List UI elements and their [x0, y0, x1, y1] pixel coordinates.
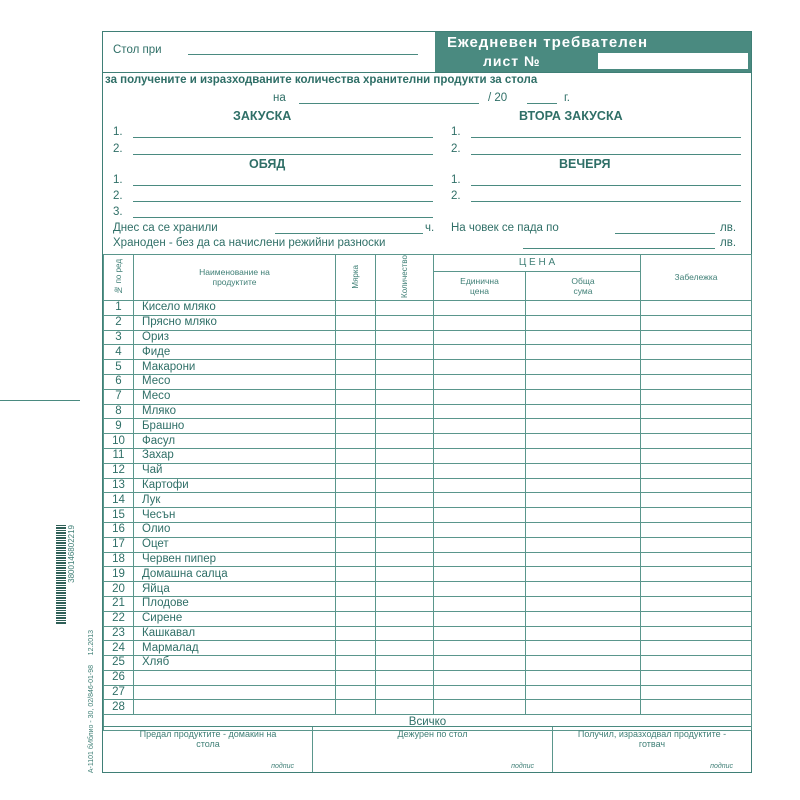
- unit-price-cell[interactable]: [434, 315, 526, 330]
- measure-cell[interactable]: [336, 626, 376, 641]
- measure-cell[interactable]: [336, 508, 376, 523]
- quantity-cell[interactable]: [376, 448, 434, 463]
- table-row: [104, 404, 752, 419]
- note-cell[interactable]: [641, 522, 752, 537]
- food-day-unit: лв.: [720, 237, 737, 249]
- note-cell[interactable]: [641, 641, 752, 656]
- product-name: [134, 670, 336, 685]
- note-cell[interactable]: [641, 374, 752, 389]
- quantity-cell[interactable]: [376, 626, 434, 641]
- quantity-cell[interactable]: [376, 404, 434, 419]
- table-row: [104, 448, 752, 463]
- note-cell[interactable]: [641, 596, 752, 611]
- row-number: 7: [104, 389, 134, 404]
- quantity-cell[interactable]: [376, 374, 434, 389]
- note-cell[interactable]: [641, 611, 752, 626]
- product-name: Макарони: [134, 360, 336, 375]
- total-sum-cell[interactable]: [526, 522, 641, 537]
- total-sum-cell[interactable]: [526, 374, 641, 389]
- note-cell[interactable]: [641, 463, 752, 478]
- per-person-field[interactable]: [615, 233, 715, 234]
- note-cell[interactable]: [641, 345, 752, 360]
- row-number: 4: [104, 345, 134, 360]
- second-breakfast-heading: ВТОРА ЗАКУСКА: [519, 109, 623, 123]
- second-breakfast-2-field[interactable]: [471, 154, 741, 155]
- food-day-label: Хранoден - без да са начислени режийни разноски: [113, 237, 386, 249]
- product-name: Сирене: [134, 611, 336, 626]
- product-name: Захар: [134, 448, 336, 463]
- unit-price-cell[interactable]: [434, 374, 526, 389]
- breakfast-2-field[interactable]: [133, 154, 433, 155]
- product-name: Брашно: [134, 419, 336, 434]
- lunch-heading: ОБЯД: [249, 157, 286, 171]
- measure-cell[interactable]: [336, 330, 376, 345]
- form-purpose: за получените и изразходваните количества хранителни продукти за стола: [105, 74, 538, 86]
- note-cell[interactable]: [641, 478, 752, 493]
- col-header-unit-price: Единична цена: [434, 271, 526, 300]
- quantity-cell[interactable]: [376, 537, 434, 552]
- table-row: [104, 611, 752, 626]
- left-margin-line: [0, 400, 80, 401]
- measure-cell[interactable]: [336, 419, 376, 434]
- measure-cell[interactable]: [336, 493, 376, 508]
- row-number: 25: [104, 656, 134, 671]
- measure-cell[interactable]: [336, 567, 376, 582]
- col-header-quantity: Количество: [376, 255, 434, 301]
- product-name: Месо: [134, 389, 336, 404]
- note-cell[interactable]: [641, 493, 752, 508]
- total-sum-cell[interactable]: [526, 434, 641, 449]
- row-number: 24: [104, 641, 134, 656]
- measure-cell[interactable]: [336, 389, 376, 404]
- note-cell[interactable]: [641, 389, 752, 404]
- second-breakfast-1-field[interactable]: [471, 137, 741, 138]
- measure-cell[interactable]: [336, 596, 376, 611]
- quantity-cell[interactable]: [376, 315, 434, 330]
- duty-signature-label: подпис: [511, 763, 534, 770]
- note-cell[interactable]: [641, 582, 752, 597]
- dinner-2-label: 2.: [451, 190, 461, 202]
- measure-cell[interactable]: [336, 478, 376, 493]
- lunch-2-label: 2.: [113, 190, 123, 202]
- product-name: Лук: [134, 493, 336, 508]
- product-name: Месо: [134, 374, 336, 389]
- per-person-unit: лв.: [720, 222, 737, 234]
- note-cell[interactable]: [641, 419, 752, 434]
- table-row: [104, 419, 752, 434]
- table-row: [104, 626, 752, 641]
- unit-price-cell[interactable]: [434, 419, 526, 434]
- note-cell[interactable]: [641, 626, 752, 641]
- col-header-name: Наименование на продуктите: [134, 255, 336, 301]
- quantity-cell[interactable]: [376, 330, 434, 345]
- table-row: [104, 330, 752, 345]
- quantity-cell[interactable]: [376, 463, 434, 478]
- total-sum-cell[interactable]: [526, 330, 641, 345]
- product-name: Ориз: [134, 330, 336, 345]
- unit-price-cell[interactable]: [434, 434, 526, 449]
- total-sum-cell[interactable]: [526, 508, 641, 523]
- table-row: [104, 315, 752, 330]
- unit-price-cell[interactable]: [434, 493, 526, 508]
- date-suffix: г.: [564, 92, 570, 104]
- breakfast-heading: ЗАКУСКА: [233, 109, 292, 123]
- total-sum-cell[interactable]: [526, 419, 641, 434]
- total-sum-cell[interactable]: [526, 493, 641, 508]
- col-header-total: Обща сума: [526, 271, 641, 300]
- product-name: Оцет: [134, 537, 336, 552]
- col-header-measure: Мярка: [336, 255, 376, 301]
- unit-price-cell[interactable]: [434, 330, 526, 345]
- measure-cell[interactable]: [336, 552, 376, 567]
- form-number-field[interactable]: [598, 53, 748, 69]
- total-sum-cell[interactable]: [526, 582, 641, 597]
- note-cell[interactable]: [641, 508, 752, 523]
- quantity-cell[interactable]: [376, 493, 434, 508]
- note-cell[interactable]: [641, 656, 752, 671]
- row-number: 8: [104, 404, 134, 419]
- product-name: Фасул: [134, 434, 336, 449]
- total-sum-cell[interactable]: [526, 685, 641, 700]
- quantity-cell[interactable]: [376, 611, 434, 626]
- row-number: 2: [104, 315, 134, 330]
- dinner-1-field[interactable]: [471, 185, 741, 186]
- dinner-2-field[interactable]: [471, 201, 741, 202]
- quantity-cell[interactable]: [376, 300, 434, 315]
- lunch-3-field[interactable]: [133, 217, 433, 218]
- table-row: [104, 374, 752, 389]
- table-row: [104, 641, 752, 656]
- row-number: 16: [104, 522, 134, 537]
- unit-price-cell[interactable]: [434, 611, 526, 626]
- quantity-cell[interactable]: [376, 389, 434, 404]
- total-sum-cell[interactable]: [526, 567, 641, 582]
- breakfast-1-label: 1.: [113, 126, 123, 138]
- table-row: [104, 493, 752, 508]
- products-table: [103, 254, 752, 731]
- measure-cell[interactable]: [336, 611, 376, 626]
- table-row: [104, 360, 752, 375]
- unit-price-cell[interactable]: [434, 537, 526, 552]
- measure-cell[interactable]: [336, 404, 376, 419]
- total-sum-cell[interactable]: [526, 478, 641, 493]
- unit-price-cell[interactable]: [434, 567, 526, 582]
- row-number: 20: [104, 582, 134, 597]
- total-sum-cell[interactable]: [526, 389, 641, 404]
- unit-price-cell[interactable]: [434, 626, 526, 641]
- measure-cell[interactable]: [336, 656, 376, 671]
- fed-today-unit: ч.: [425, 222, 435, 234]
- lunch-1-field[interactable]: [133, 185, 433, 186]
- quantity-cell[interactable]: [376, 434, 434, 449]
- product-name: Домашна салца: [134, 567, 336, 582]
- row-number: 27: [104, 685, 134, 700]
- table-row: [104, 567, 752, 582]
- table-row: [104, 552, 752, 567]
- measure-cell[interactable]: [336, 582, 376, 597]
- table-row: [104, 300, 752, 315]
- total-sum-cell[interactable]: [526, 552, 641, 567]
- row-number: 22: [104, 611, 134, 626]
- total-sum-cell[interactable]: [526, 596, 641, 611]
- table-row: [104, 389, 752, 404]
- unit-price-cell[interactable]: [434, 641, 526, 656]
- row-number: 28: [104, 700, 134, 715]
- row-number: 17: [104, 537, 134, 552]
- row-number: 23: [104, 626, 134, 641]
- breakfast-1-field[interactable]: [133, 137, 433, 138]
- food-day-field[interactable]: [523, 248, 715, 249]
- product-name: Фиде: [134, 345, 336, 360]
- row-number: 6: [104, 374, 134, 389]
- measure-cell[interactable]: [336, 641, 376, 656]
- row-number: 9: [104, 419, 134, 434]
- table-row: [104, 508, 752, 523]
- total-sum-cell[interactable]: [526, 611, 641, 626]
- note-cell[interactable]: [641, 670, 752, 685]
- product-name: Мармалад: [134, 641, 336, 656]
- total-sum-cell[interactable]: [526, 315, 641, 330]
- measure-cell[interactable]: [336, 685, 376, 700]
- measure-cell[interactable]: [336, 434, 376, 449]
- row-number: 3: [104, 330, 134, 345]
- unit-price-cell[interactable]: [434, 656, 526, 671]
- form-code: А-1101 бИблио - 30, 02/846-01-98: [88, 665, 95, 774]
- measure-cell[interactable]: [336, 448, 376, 463]
- total-sum-cell[interactable]: [526, 463, 641, 478]
- unit-price-cell[interactable]: [434, 685, 526, 700]
- barcode: [56, 525, 66, 625]
- requisition-form: [102, 31, 752, 773]
- total-sum-cell[interactable]: [526, 700, 641, 715]
- row-number: 19: [104, 567, 134, 582]
- product-name: Кашкавал: [134, 626, 336, 641]
- table-label: Стол при: [113, 44, 162, 56]
- total-sum-cell[interactable]: [526, 656, 641, 671]
- unit-price-cell[interactable]: [434, 552, 526, 567]
- header-divider: [103, 72, 751, 73]
- note-cell[interactable]: [641, 685, 752, 700]
- footer-handed[interactable]: Предал продуктите - домакин на стола подпис: [103, 727, 313, 772]
- quantity-cell[interactable]: [376, 685, 434, 700]
- measure-cell[interactable]: [336, 670, 376, 685]
- total-sum-cell[interactable]: [526, 641, 641, 656]
- measure-cell[interactable]: [336, 700, 376, 715]
- received-signature-label: подпис: [710, 763, 733, 770]
- quantity-cell[interactable]: [376, 700, 434, 715]
- row-number: 12: [104, 463, 134, 478]
- note-cell[interactable]: [641, 537, 752, 552]
- row-number: 13: [104, 478, 134, 493]
- product-name: Яйца: [134, 582, 336, 597]
- quantity-cell[interactable]: [376, 360, 434, 375]
- quantity-cell[interactable]: [376, 552, 434, 567]
- quantity-cell[interactable]: [376, 641, 434, 656]
- barcode-digits: 3800146802219: [67, 525, 76, 583]
- total-sum-cell[interactable]: [526, 448, 641, 463]
- product-name: Прясно мляко: [134, 315, 336, 330]
- footer-received[interactable]: Получил, изразходвал продуктите - готвач подпис: [577, 729, 733, 770]
- note-cell[interactable]: [641, 552, 752, 567]
- unit-price-cell[interactable]: [434, 360, 526, 375]
- total-label: Всичко: [408, 716, 447, 729]
- table-row: [104, 656, 752, 671]
- unit-price-cell[interactable]: [434, 670, 526, 685]
- product-name: Хляб: [134, 656, 336, 671]
- dinner-1-label: 1.: [451, 174, 461, 186]
- note-cell[interactable]: [641, 300, 752, 315]
- form-title: Ежедневен требвателен: [447, 34, 649, 51]
- unit-price-cell[interactable]: [434, 700, 526, 715]
- row-number: 15: [104, 508, 134, 523]
- unit-price-cell[interactable]: [434, 448, 526, 463]
- total-sum-cell[interactable]: [526, 345, 641, 360]
- unit-price-cell[interactable]: [434, 508, 526, 523]
- row-number: 26: [104, 670, 134, 685]
- quantity-cell[interactable]: [376, 582, 434, 597]
- measure-cell[interactable]: [336, 300, 376, 315]
- unit-price-cell[interactable]: [434, 300, 526, 315]
- date-day-field[interactable]: [299, 103, 479, 104]
- measure-cell[interactable]: [336, 315, 376, 330]
- table-row: [104, 670, 752, 685]
- col-header-price-group: Ц Е Н А: [434, 255, 641, 272]
- date-year: / 20: [488, 92, 508, 104]
- note-cell[interactable]: [641, 404, 752, 419]
- quantity-cell[interactable]: [376, 345, 434, 360]
- second-breakfast-2-label: 2.: [451, 143, 461, 155]
- table-row: [104, 345, 752, 360]
- form-number-label: лист №: [483, 53, 541, 69]
- table-row: [104, 596, 752, 611]
- product-name: Мляко: [134, 404, 336, 419]
- per-person-label: На човек се пада по: [451, 222, 559, 234]
- row-number: 11: [104, 448, 134, 463]
- measure-cell[interactable]: [336, 522, 376, 537]
- date-prefix: на: [273, 92, 286, 104]
- row-number: 10: [104, 434, 134, 449]
- table-row: [104, 700, 752, 715]
- lunch-1-label: 1.: [113, 174, 123, 186]
- row-number: 1: [104, 300, 134, 315]
- measure-cell[interactable]: [336, 374, 376, 389]
- product-name: Плодове: [134, 596, 336, 611]
- product-name: Кисело мляко: [134, 300, 336, 315]
- col-header-note: Забележка: [641, 255, 752, 301]
- lunch-3-label: 3.: [113, 206, 123, 218]
- note-cell[interactable]: [641, 700, 752, 715]
- unit-price-cell[interactable]: [434, 582, 526, 597]
- table-row: [104, 434, 752, 449]
- row-number: 14: [104, 493, 134, 508]
- total-sum-cell[interactable]: [526, 670, 641, 685]
- row-number: 21: [104, 596, 134, 611]
- note-cell[interactable]: [641, 448, 752, 463]
- total-sum-cell[interactable]: [526, 626, 641, 641]
- footer-duty[interactable]: Дежурен по стол подпис: [313, 727, 553, 772]
- breakfast-2-label: 2.: [113, 143, 123, 155]
- product-name: Чесън: [134, 508, 336, 523]
- date-year-field[interactable]: [527, 103, 557, 104]
- fed-today-field[interactable]: [275, 233, 423, 234]
- note-cell[interactable]: [641, 330, 752, 345]
- product-name: [134, 700, 336, 715]
- unit-price-cell[interactable]: [434, 478, 526, 493]
- quantity-cell[interactable]: [376, 478, 434, 493]
- quantity-cell[interactable]: [376, 656, 434, 671]
- total-sum-cell[interactable]: [526, 360, 641, 375]
- note-cell[interactable]: [641, 567, 752, 582]
- quantity-cell[interactable]: [376, 508, 434, 523]
- product-name: Олио: [134, 522, 336, 537]
- note-cell[interactable]: [641, 360, 752, 375]
- unit-price-cell[interactable]: [434, 389, 526, 404]
- handed-signature-label: подпис: [271, 763, 294, 770]
- quantity-cell[interactable]: [376, 419, 434, 434]
- unit-price-cell[interactable]: [434, 404, 526, 419]
- table-row: [104, 685, 752, 700]
- note-cell[interactable]: [641, 434, 752, 449]
- product-name: Червен пипер: [134, 552, 336, 567]
- measure-cell[interactable]: [336, 537, 376, 552]
- product-name: Картофи: [134, 478, 336, 493]
- table-row: [104, 537, 752, 552]
- measure-cell[interactable]: [336, 345, 376, 360]
- fed-today-label: Днес са се хранили: [113, 222, 218, 234]
- total-sum-cell[interactable]: [526, 404, 641, 419]
- table-name-field[interactable]: [188, 54, 418, 55]
- col-header-number: № по ред: [104, 255, 134, 301]
- quantity-cell[interactable]: [376, 522, 434, 537]
- unit-price-cell[interactable]: [434, 345, 526, 360]
- quantity-cell[interactable]: [376, 567, 434, 582]
- measure-cell[interactable]: [336, 360, 376, 375]
- measure-cell[interactable]: [336, 463, 376, 478]
- quantity-cell[interactable]: [376, 596, 434, 611]
- table-row: [104, 582, 752, 597]
- lunch-2-field[interactable]: [133, 201, 433, 202]
- unit-price-cell[interactable]: [434, 463, 526, 478]
- row-number: 5: [104, 360, 134, 375]
- date-code: 12.2013: [88, 630, 95, 656]
- total-sum-cell[interactable]: [526, 300, 641, 315]
- row-number: 18: [104, 552, 134, 567]
- second-breakfast-1-label: 1.: [451, 126, 461, 138]
- product-name: [134, 685, 336, 700]
- quantity-cell[interactable]: [376, 670, 434, 685]
- dinner-heading: ВЕЧЕРЯ: [559, 157, 611, 171]
- product-name: Чай: [134, 463, 336, 478]
- unit-price-cell[interactable]: [434, 596, 526, 611]
- table-row: [104, 522, 752, 537]
- table-row: [104, 463, 752, 478]
- note-cell[interactable]: [641, 315, 752, 330]
- table-row: [104, 478, 752, 493]
- unit-price-cell[interactable]: [434, 522, 526, 537]
- total-sum-cell[interactable]: [526, 537, 641, 552]
